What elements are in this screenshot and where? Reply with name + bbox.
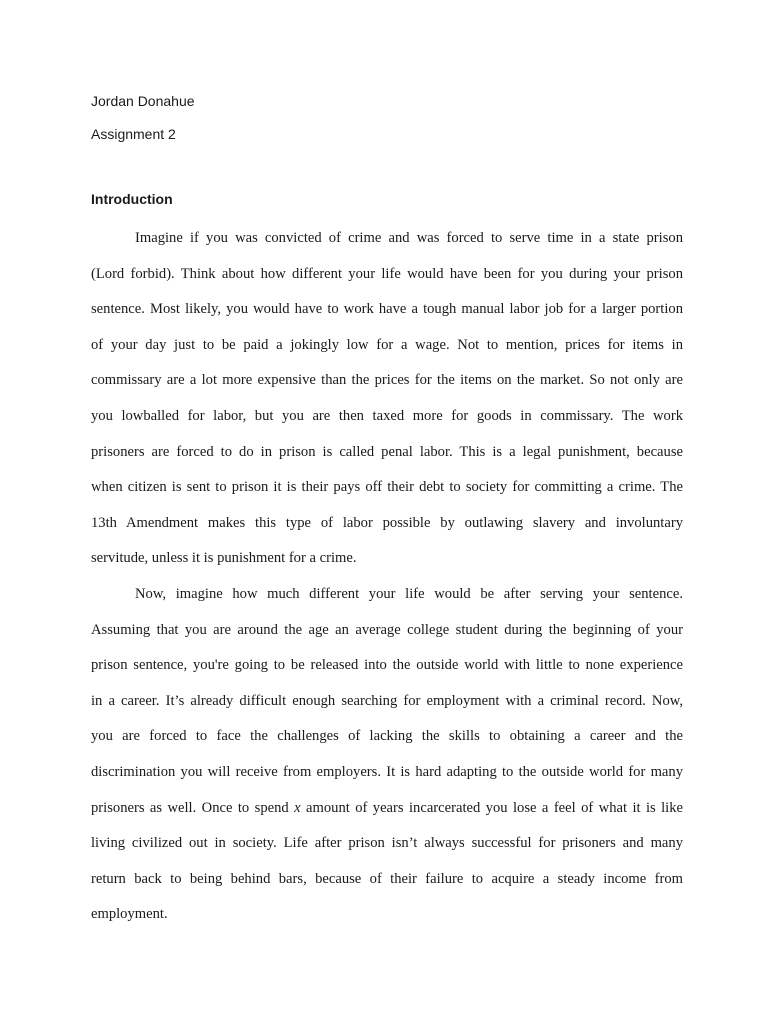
section-heading: Introduction: [91, 191, 173, 207]
author-name: Jordan Donahue: [91, 93, 195, 109]
paragraph-1-line: you lowballed for labor, but you are then taxed more for goods in commissary. The work: [91, 407, 683, 424]
paragraph-1-line: of your day just to be paid a jokingly low for a wage. Not to mention, prices for items in: [91, 336, 683, 353]
paragraph-2-line: Now, imagine how much different your life would be after serving your sentence.: [135, 585, 683, 602]
line-text-end: amount of years incarcerated you lose a feel of what it is like: [300, 799, 684, 816]
paragraph-1-line: prisoners are forced to do in prison is called penal labor. This is a legal punishment, because: [91, 443, 683, 460]
paragraph-1-line: 13th Amendment makes this type of labor possible by outlawing slavery and involuntary: [91, 514, 683, 531]
paragraph-2-line: employment.: [91, 906, 168, 923]
paragraph-2-line: prison sentence, you're going to be released into the outside world with little to none experience: [91, 657, 683, 674]
assignment-title: Assignment 2: [91, 126, 176, 142]
line-text-start: prisoners as well. Once to spend: [91, 799, 295, 816]
paragraph-1-line: Imagine if you was convicted of crime and was forced to serve time in a state prison: [135, 230, 683, 246]
paragraph-2-line: in a career. It’s already difficult enough searching for employment with a criminal record. Now,: [91, 692, 683, 709]
paragraph-2-line: living civilized out in society. Life after prison isn’t always successful for prisoners and many: [91, 835, 683, 852]
paragraph-1-line: when citizen is sent to prison it is their pays off their debt to society for committing a crime. The: [91, 479, 683, 496]
paragraph-1-line: (Lord forbid). Think about how different your life would have been for you during your prison: [91, 265, 683, 282]
variable-x: x: [294, 799, 301, 816]
paragraph-1-line: commissary are a lot more expensive than the prices for the items on the market. So not only are: [91, 372, 683, 389]
paragraph-2-line: return back to being behind bars, because of their failure to acquire a steady income from: [91, 870, 683, 887]
paragraph-1-line: servitude, unless it is punishment for a crime.: [91, 550, 357, 567]
paragraph-2-line: you are forced to face the challenges of lacking the skills to obtaining a career and the: [91, 728, 683, 745]
document-body: [91, 221, 683, 933]
paragraph-2-line: Assuming that you are around the age an average college student during the beginning of your: [91, 621, 683, 638]
paragraph-2-line: discrimination you will receive from employers. It is hard adapting to the outside world for many: [91, 763, 683, 780]
paragraph-1-line: sentence. Most likely, you would have to work have a tough manual labor job for a larger portion: [91, 301, 683, 318]
paragraph-2-line-mixed: [91, 791, 683, 827]
